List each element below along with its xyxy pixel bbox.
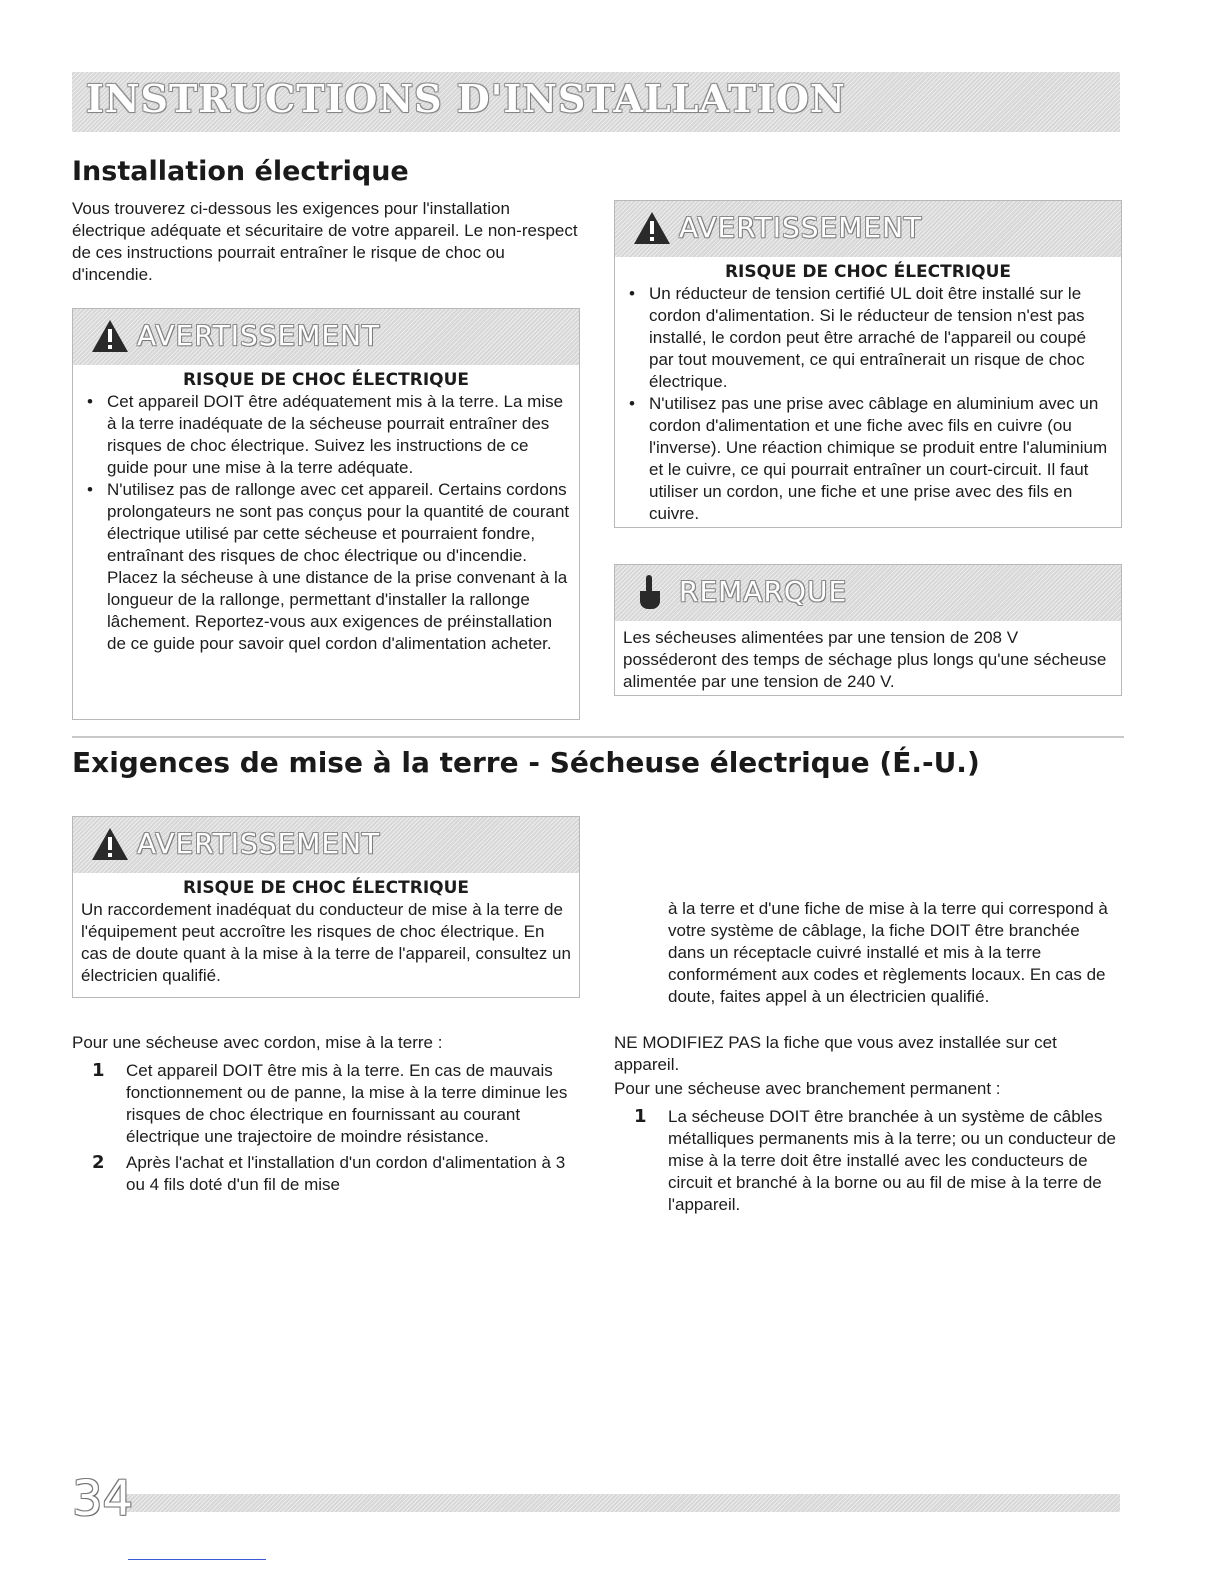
step-text: Cet appareil DOIT être mis à la terre. En cas de mauvais fonctionnement ou de panne, la mise à la terre diminue les risques de choc électrique en fournissant au courant électrique une trajectoire de moindre résistance. (126, 1061, 568, 1146)
step-number: 1 (634, 1106, 647, 1127)
bullet-icon: • (87, 392, 93, 411)
warning-subtitle: RISQUE DE CHOC ÉLECTRIQUE (724, 262, 1012, 282)
warning-box-electrical (72, 308, 580, 720)
warning-box-strain-relief (614, 200, 1122, 528)
warning-bullet-text: Cet appareil DOIT être adéquatement mis à la terre. La mise à la terre inadéquate de la sécheuse pourrait entraîner des risques de choc électrique. Suivez les instructions de ce guide pour une mise à la terre adéquate. (107, 392, 564, 477)
warning-label: AVERTISSEMENT (137, 319, 381, 352)
bullet-icon: • (87, 480, 93, 499)
footer-link-underline (128, 1559, 266, 1560)
header-bar (72, 72, 1120, 132)
electrical-intro: Vous trouverez ci-dessous les exigences pour l'installation électrique adéquate et sécuritaire de votre appareil. Le non-respect de ces instructions pourrait entraîner le risque de choc ou d'incendie. (72, 199, 578, 284)
section-title-electrical: Installation électrique (72, 156, 409, 187)
page-number: 34 (72, 1471, 134, 1527)
list-item (72, 1152, 578, 1196)
note-label: REMARQUE (679, 575, 848, 608)
list-item (72, 1060, 578, 1148)
step-text: La sécheuse DOIT être branchée à un système de câbles métalliques permanents mis à la terre; ou un conducteur de mise à la terre doit être installé avec les conducteurs de circuit et branché à la borne ou au fil de mise à la terre de l'appareil. (668, 1107, 1116, 1214)
warning-bullet-text: N'utilisez pas une prise avec câblage en aluminium avec un cordon d'alimentation et une fiche avec fils en cuivre (ou l'inverse). Une réaction chimique se produit entre l'aluminium et le cuivre, ce qui pourrait entraîner un court-circuit. Il faut utiliser un cordon, une fiche et une prise avec des fils en cuivre. (649, 394, 1108, 523)
step-number: 2 (92, 1152, 105, 1173)
footer-bar (126, 1494, 1120, 1512)
pointing-hand-icon (635, 573, 665, 611)
bullet-icon: • (629, 284, 635, 303)
note-header (615, 565, 1121, 621)
step2-continued: à la terre et d'une fiche de mise à la terre qui correspond à votre système de câblage, la fiche DOIT être branchée dans un réceptacle cuivré installé et mis à la terre conformément aux codes et règlements locaux. En cas de doute, faites appel à un électricien qualifié. (668, 899, 1108, 1006)
step-number: 1 (92, 1060, 105, 1081)
warning-bullet-text: N'utilisez pas de rallonge avec cet appareil. Certains cordons prolongateurs ne sont pas conçus pour la quantité de courant électrique utilisé par cette sécheuse et pourraient fondre, entraînant des risques de choc électrique ou d'incendie. Placez la sécheuse à une distance de la prise convenant à la longueur de la rallonge, permettant d'installer la rallonge lâchement. Reportez-vous aux exigences de préinstallation de ce guide pour savoir quel cordon d'alimentation acheter. (107, 480, 570, 653)
warning-header (73, 309, 579, 365)
warning-bullet (81, 479, 571, 655)
warning-bullet-text: Un réducteur de tension certifié UL doit être installé sur le cordon d'alimentation. Si le réducteur de tension n'est pas installé, le cordon peut être arraché de l'appareil ou coupé par tout mouvement, ce qui entraînerait un risque de choc électrique. (649, 284, 1087, 391)
warning-triangle-icon (91, 319, 129, 353)
warning-label: AVERTISSEMENT (679, 211, 923, 244)
warning-bullet (81, 391, 571, 479)
section-title-grounding: Exigences de mise à la terre - Sécheuse électrique (É.-U.) (72, 746, 980, 779)
section-divider (72, 736, 1124, 738)
warning-label: AVERTISSEMENT (137, 827, 381, 860)
bullet-icon: • (629, 394, 635, 413)
warning-bullet (623, 393, 1113, 525)
warning-triangle-icon (91, 827, 129, 861)
warning-bullet (623, 283, 1113, 393)
warning-triangle-icon (633, 211, 671, 245)
warning-subtitle: RISQUE DE CHOC ÉLECTRIQUE (182, 878, 470, 898)
step-text: Après l'achat et l'installation d'un cordon d'alimentation à 3 ou 4 fils doté d'un fil de mise (126, 1153, 566, 1194)
warning-header (73, 817, 579, 873)
list-item (614, 1106, 1120, 1216)
note-text: Les sécheuses alimentées par une tension de 208 V posséderont des temps de séchage plus longs qu'une sécheuse alimentée par une tension de 240 V. (623, 628, 1107, 691)
warning-header (615, 201, 1121, 257)
note-box (614, 564, 1122, 696)
do-not-modify-text: NE MODIFIEZ PAS la fiche que vous avez installée sur cet appareil. (614, 1033, 1057, 1074)
page-title: INSTRUCTIONS D'INSTALLATION (86, 76, 846, 121)
permanent-intro: Pour une sécheuse avec branchement permanent : (614, 1079, 1001, 1098)
corded-intro: Pour une sécheuse avec cordon, mise à la terre : (72, 1033, 443, 1052)
warning-text: Un raccordement inadéquat du conducteur de mise à la terre de l'équipement peut accroître les risques de choc électrique. En cas de doute quant à la mise à la terre de l'appareil, consultez un électricien qualifié. (81, 900, 571, 985)
corded-steps (72, 1060, 578, 1200)
permanent-steps (614, 1106, 1120, 1220)
warning-subtitle: RISQUE DE CHOC ÉLECTRIQUE (182, 370, 470, 390)
warning-box-grounding (72, 816, 580, 998)
